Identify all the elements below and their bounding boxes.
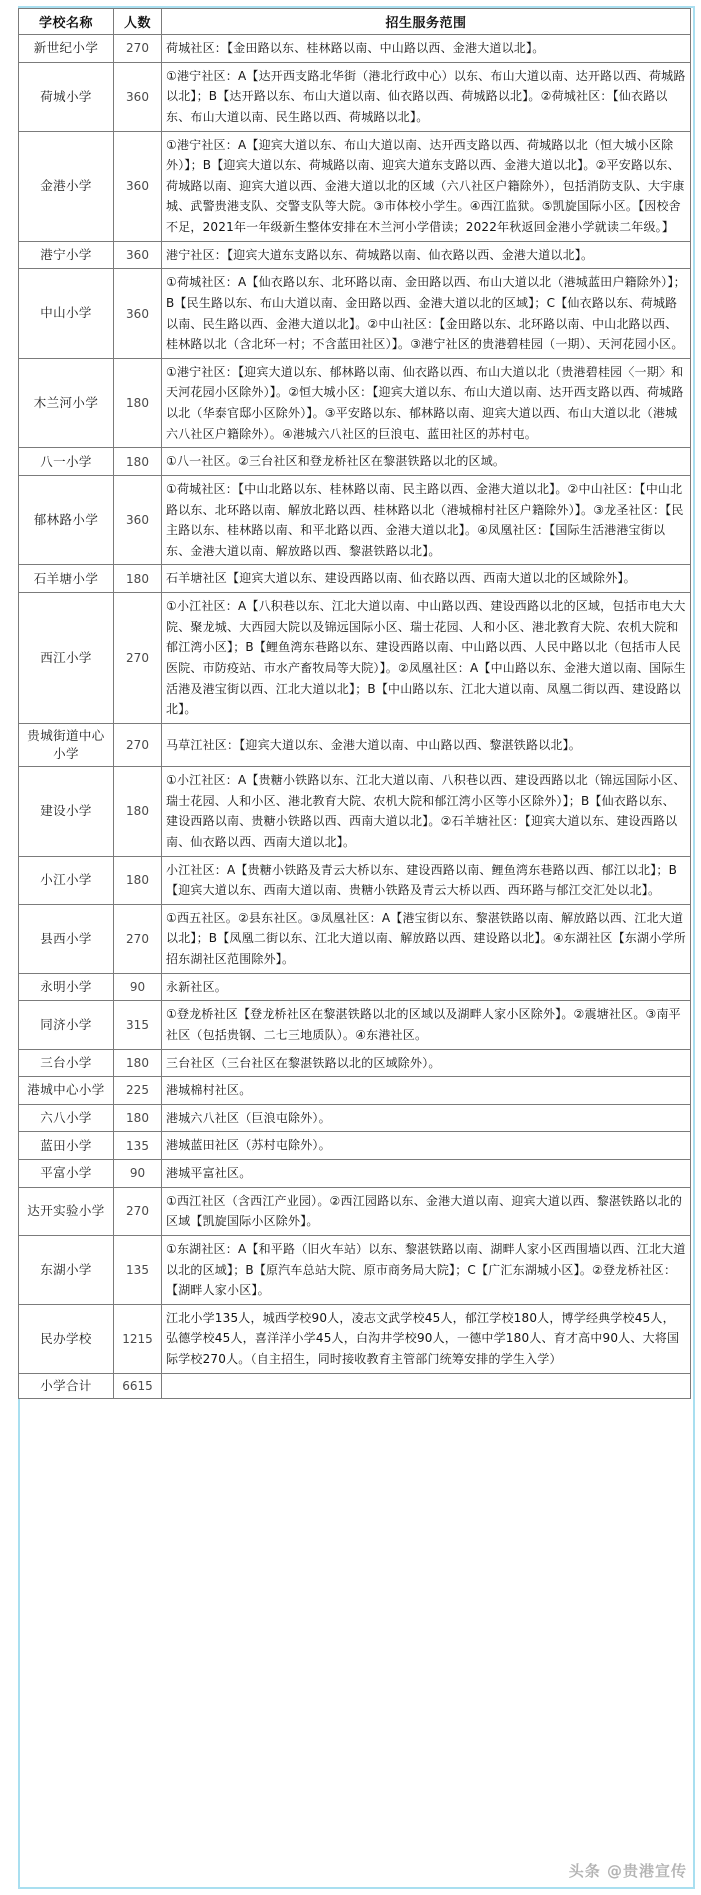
table-row bbox=[19, 1001, 691, 1049]
cell-student-count: 270 bbox=[114, 904, 162, 973]
table-row bbox=[19, 723, 691, 766]
enrollment-table bbox=[18, 8, 691, 1399]
cell-enrollment-scope: ①港宁社区：A【迎宾大道以东、布山大道以南、达开西支路以西、荷城路以北（恒大城小区除外）】；B【迎宾大道以东、荷城路以南、迎宾大道东支路以西、金港大道以北】。②平安路以东、荷城路以南、迎宾大道以西、金港大道以北的区域（六八社区户籍除外），包括消防支队、大宇康城、武警贵港支队、交警支队等大院。③市体校小学生。④西江监狱。⑤凯旋国际小区。【因校舍不足，2021年一年级新生整体安排在木兰河小学借读；2022年秋返回金港小学就读二年级。】 bbox=[162, 131, 691, 241]
cell-student-count: 360 bbox=[114, 131, 162, 241]
cell-enrollment-scope: ①小江社区：A【八积巷以东、江北大道以南、中山路以西、建设西路以北的区域，包括市电大大院、聚龙城、大西园大院以及锦远国际小区、瑞士花园、人和小区、港北教育大院、农机大院和郁江湾小区】；B【鲤鱼湾东巷路以东、建设西路以南、中山路以西、人民中路以北（包括市人民医院、市防疫站、市水产畜牧局等大院）】。②凤凰社区：A【中山路以东、金港大道以南、国际生活港及港宝街以西、江北大道以北】；B【中山路以东、江北大道以南、凤凰二街以西、建设路以北】。 bbox=[162, 593, 691, 724]
cell-enrollment-scope: ①小江社区：A【贵糖小铁路以东、江北大道以南、八积巷以西、建设西路以北（锦远国际小区、瑞士花园、人和小区、港北教育大院、农机大院和郁江湾小区等小区除外）】；B【仙衣路以东、建设西路以南、贵糖小铁路以西、西南大道以北】。②石羊塘社区：【迎宾大道以东、建设西路以南、仙衣路以西、西南大道以北】。 bbox=[162, 767, 691, 857]
cell-school-name: 郁林路小学 bbox=[19, 475, 114, 565]
cell-enrollment-scope: ①荷城社区：【中山北路以东、桂林路以南、民主路以西、金港大道以北】。②中山社区：【中山北路以东、北环路以南、解放北路以西、桂林路以北（港城棉村社区户籍除外）】。③龙圣社区：【民主路以东、桂林路以南、和平北路以西、金港大道以北】。④凤凰社区：【国际生活港港宝街以东、金港大道以南、解放路以西、黎湛铁路以北】。 bbox=[162, 475, 691, 565]
table-row bbox=[19, 269, 691, 359]
cell-student-count: 180 bbox=[114, 1049, 162, 1077]
column-header-school-name: 学校名称 bbox=[19, 9, 114, 35]
cell-student-count: 270 bbox=[114, 1187, 162, 1235]
cell-enrollment-scope: 三台社区（三台社区在黎湛铁路以北的区域除外）。 bbox=[162, 1049, 691, 1077]
cell-student-count: 1215 bbox=[114, 1304, 162, 1373]
cell-enrollment-scope: 石羊塘社区【迎宾大道以东、建设西路以南、仙衣路以西、西南大道以北的区域除外】。 bbox=[162, 565, 691, 593]
cell-enrollment-scope: ①八一社区。②三台社区和登龙桥社区在黎湛铁路以北的区域。 bbox=[162, 448, 691, 476]
watermark: 头条 @贵港宣传 bbox=[568, 1862, 687, 1880]
cell-school-name: 六八小学 bbox=[19, 1104, 114, 1132]
cell-enrollment-scope: ①西五社区。②县东社区。③凤凰社区：A【港宝街以东、黎湛铁路以南、解放路以西、江北大道以北】；B【凤凰二街以东、江北大道以南、解放路以西、建设路以北】。④东湖社区【东湖小学所招东湖社区范围除外】。 bbox=[162, 904, 691, 973]
cell-school-name: 县西小学 bbox=[19, 904, 114, 973]
table-row bbox=[19, 856, 691, 904]
cell-enrollment-scope: 港宁社区：【迎宾大道东支路以东、荷城路以南、仙衣路以西、金港大道以北】。 bbox=[162, 241, 691, 269]
table-row bbox=[19, 131, 691, 241]
cell-student-count: 270 bbox=[114, 593, 162, 724]
cell-enrollment-scope: ①西江社区（含西江产业园）。②西江园路以东、金港大道以南、迎宾大道以西、黎湛铁路以北的区域【凯旋国际小区除外】。 bbox=[162, 1187, 691, 1235]
table-row bbox=[19, 1160, 691, 1188]
cell-school-name: 港宁小学 bbox=[19, 241, 114, 269]
cell-student-count: 360 bbox=[114, 475, 162, 565]
table-row bbox=[19, 1373, 691, 1398]
column-header-count: 人数 bbox=[114, 9, 162, 35]
table-row bbox=[19, 904, 691, 973]
cell-school-name: 八一小学 bbox=[19, 448, 114, 476]
cell-enrollment-scope bbox=[162, 1373, 691, 1398]
table-row bbox=[19, 1049, 691, 1077]
column-header-scope: 招生服务范围 bbox=[162, 9, 691, 35]
table-row bbox=[19, 475, 691, 565]
header-row bbox=[19, 9, 691, 35]
table-row bbox=[19, 565, 691, 593]
cell-student-count: 135 bbox=[114, 1235, 162, 1304]
cell-school-name: 达开实验小学 bbox=[19, 1187, 114, 1235]
table-row bbox=[19, 767, 691, 857]
table-row bbox=[19, 35, 691, 63]
table-header bbox=[19, 9, 691, 35]
cell-student-count: 180 bbox=[114, 565, 162, 593]
table-row bbox=[19, 1187, 691, 1235]
table-row bbox=[19, 1104, 691, 1132]
cell-student-count: 90 bbox=[114, 1160, 162, 1188]
cell-enrollment-scope: 马草江社区：【迎宾大道以东、金港大道以南、中山路以西、黎湛铁路以北】。 bbox=[162, 723, 691, 766]
table-row bbox=[19, 62, 691, 131]
cell-enrollment-scope: 港城平富社区。 bbox=[162, 1160, 691, 1188]
cell-school-name: 蓝田小学 bbox=[19, 1132, 114, 1160]
cell-student-count: 315 bbox=[114, 1001, 162, 1049]
cell-school-name: 民办学校 bbox=[19, 1304, 114, 1373]
cell-student-count: 270 bbox=[114, 723, 162, 766]
cell-student-count: 180 bbox=[114, 856, 162, 904]
table-row bbox=[19, 1077, 691, 1105]
cell-enrollment-scope: 港城六八社区（巨浪屯除外）。 bbox=[162, 1104, 691, 1132]
cell-student-count: 360 bbox=[114, 269, 162, 359]
cell-school-name: 三台小学 bbox=[19, 1049, 114, 1077]
table-row bbox=[19, 448, 691, 476]
cell-student-count: 135 bbox=[114, 1132, 162, 1160]
cell-student-count: 180 bbox=[114, 1104, 162, 1132]
cell-enrollment-scope: 港城棉村社区。 bbox=[162, 1077, 691, 1105]
cell-enrollment-scope: 江北小学135人，城西学校90人，凌志文武学校45人，郁江学校180人，博学经典学校45人，弘德学校45人，喜洋洋小学45人，白沟井学校90人，一德中学180人、育才高中90人、大将国际学校270人。（自主招生，同时接收教育主管部门统筹安排的学生入学） bbox=[162, 1304, 691, 1373]
cell-student-count: 180 bbox=[114, 767, 162, 857]
cell-school-name: 贵城街道中心小学 bbox=[19, 723, 114, 766]
cell-school-name: 东湖小学 bbox=[19, 1235, 114, 1304]
cell-school-name: 中山小学 bbox=[19, 269, 114, 359]
cell-student-count: 360 bbox=[114, 241, 162, 269]
cell-school-name: 西江小学 bbox=[19, 593, 114, 724]
cell-student-count: 360 bbox=[114, 62, 162, 131]
cell-school-name: 平富小学 bbox=[19, 1160, 114, 1188]
cell-school-name: 港城中心小学 bbox=[19, 1077, 114, 1105]
cell-student-count: 270 bbox=[114, 35, 162, 63]
cell-school-name: 小学合计 bbox=[19, 1373, 114, 1398]
cell-enrollment-scope: ①港宁社区：【迎宾大道以东、郁林路以南、仙衣路以西、布山大道以北（贵港碧桂园〈一期〉和天河花园小区除外）】。②恒大城小区：【迎宾大道以东、布山大道以南、达开西支路以西、荷城路以北（华泰官邸小区除外）】。③平安路以东、郁林路以南、迎宾大道以西、布山大道以北（港城六八社区户籍除外）。④港城六八社区的巨浪屯、蓝田社区的苏村屯。 bbox=[162, 358, 691, 448]
cell-school-name: 建设小学 bbox=[19, 767, 114, 857]
cell-student-count: 225 bbox=[114, 1077, 162, 1105]
table-row bbox=[19, 973, 691, 1001]
cell-enrollment-scope: ①港宁社区：A【达开西支路北华街（港北行政中心）以东、布山大道以南、达开路以西、荷城路以北】；B【达开路以东、布山大道以南、仙衣路以西、荷城路以北】。②荷城社区：【仙衣路以东、布山大道以南、民生路以西、荷城路以北】。 bbox=[162, 62, 691, 131]
table-row bbox=[19, 358, 691, 448]
cell-school-name: 木兰河小学 bbox=[19, 358, 114, 448]
table-body bbox=[19, 35, 691, 1399]
cell-enrollment-scope: 小江社区：A【贵糖小铁路及青云大桥以东、建设西路以南、鲤鱼湾东巷路以西、郁江以北】；B【迎宾大道以东、西南大道以南、贵糖小铁路及青云大桥以西、西环路与郁江交汇处以北】。 bbox=[162, 856, 691, 904]
table-row bbox=[19, 1132, 691, 1160]
cell-school-name: 石羊塘小学 bbox=[19, 565, 114, 593]
cell-school-name: 永明小学 bbox=[19, 973, 114, 1001]
cell-enrollment-scope: 港城蓝田社区（苏村屯除外）。 bbox=[162, 1132, 691, 1160]
cell-school-name: 同济小学 bbox=[19, 1001, 114, 1049]
cell-school-name: 荷城小学 bbox=[19, 62, 114, 131]
table-row bbox=[19, 241, 691, 269]
cell-enrollment-scope: ①东湖社区：A【和平路（旧火车站）以东、黎湛铁路以南、湖畔人家小区西围墙以西、江北大道以北的区域】；B【原汽车总站大院、原市商务局大院】；C【广汇东湖城小区】。②登龙桥社区：【湖畔人家小区】。 bbox=[162, 1235, 691, 1304]
cell-enrollment-scope: ①荷城社区：A【仙衣路以东、北环路以南、金田路以西、布山大道以北（港城蓝田户籍除外）】；B【民生路以东、布山大道以南、金田路以西、金港大道以北的区域】；C【仙衣路以东、荷城路以南、民生路以西、金港大道以北】。②中山社区：【金田路以东、北环路以南、中山北路以西、桂林路以北（含北环一村；不含蓝田社区）】。③港宁社区的贵港碧桂园（一期）、天河花园小区。 bbox=[162, 269, 691, 359]
cell-student-count: 6615 bbox=[114, 1373, 162, 1398]
table-row bbox=[19, 593, 691, 724]
cell-enrollment-scope: 永新社区。 bbox=[162, 973, 691, 1001]
cell-school-name: 小江小学 bbox=[19, 856, 114, 904]
cell-school-name: 金港小学 bbox=[19, 131, 114, 241]
table-row bbox=[19, 1304, 691, 1373]
table-row bbox=[19, 1235, 691, 1304]
cell-school-name: 新世纪小学 bbox=[19, 35, 114, 63]
cell-student-count: 180 bbox=[114, 448, 162, 476]
cell-student-count: 90 bbox=[114, 973, 162, 1001]
cell-student-count: 180 bbox=[114, 358, 162, 448]
cell-enrollment-scope: ①登龙桥社区【登龙桥社区在黎湛铁路以北的区域以及湖畔人家小区除外】。②震塘社区。③南平社区（包括贵钢、二七三地质队）。④东港社区。 bbox=[162, 1001, 691, 1049]
cell-enrollment-scope: 荷城社区：【金田路以东、桂林路以南、中山路以西、金港大道以北】。 bbox=[162, 35, 691, 63]
